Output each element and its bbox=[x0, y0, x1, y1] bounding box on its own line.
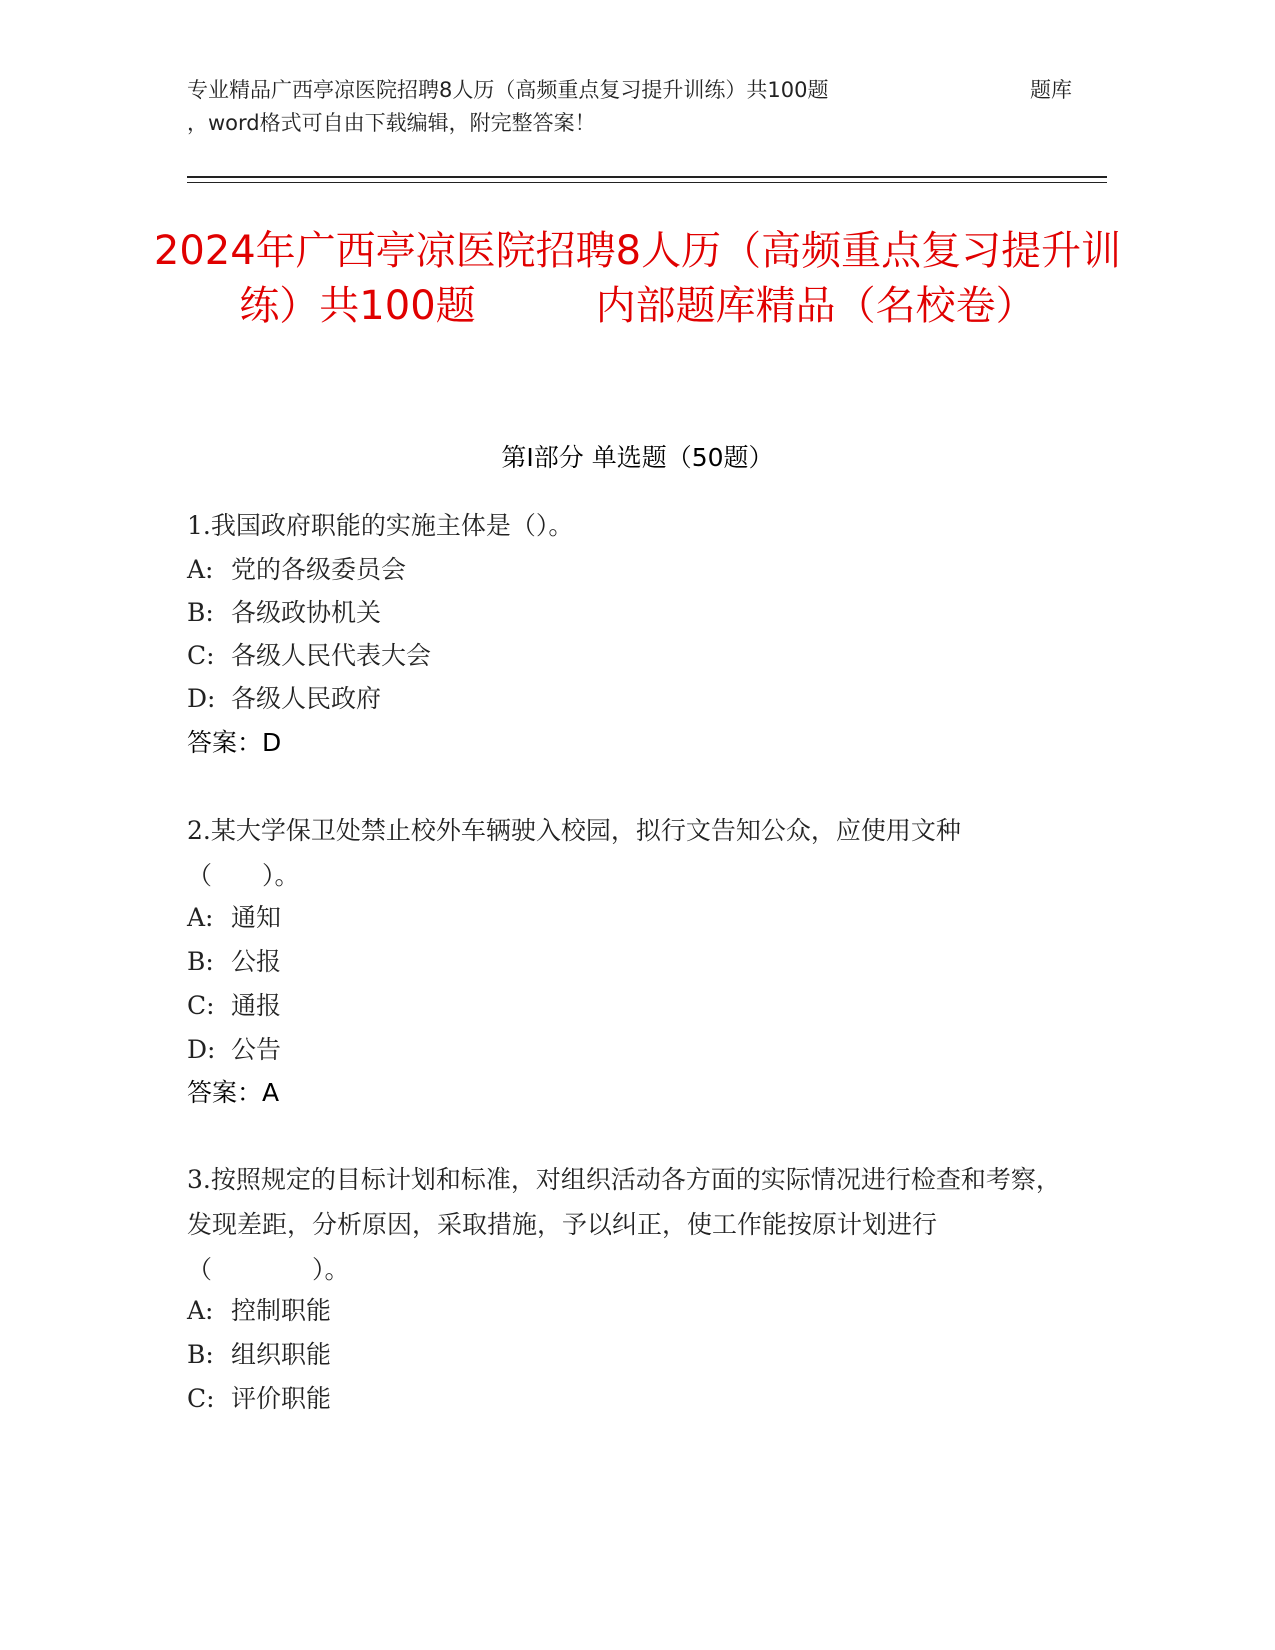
header-line2: ，word格式可自由下载编辑，附完整答案！ bbox=[187, 111, 596, 135]
header-rule-thick bbox=[187, 176, 1107, 178]
option-d bbox=[187, 676, 381, 721]
option-text: 各级人民政府 bbox=[231, 684, 382, 713]
answer-line: 答案：D bbox=[187, 728, 282, 757]
option-text: 通报 bbox=[231, 991, 282, 1020]
question-stem: 3.按照规定的目标计划和标准，对组织活动各方面的实际情况进行检查和考察，发现差距，分析原因，采取措施，予以纠正，使工作能按原计划进行（ ）。 bbox=[187, 1165, 1061, 1284]
option-a bbox=[187, 895, 281, 940]
option-key: C: bbox=[187, 641, 215, 670]
option-key: A: bbox=[187, 903, 214, 932]
option-key: C: bbox=[187, 991, 215, 1020]
page-header bbox=[187, 74, 1107, 140]
option-text: 控制职能 bbox=[231, 1296, 332, 1325]
section-heading: 第Ⅰ部分 单选题（50题） bbox=[501, 443, 774, 472]
option-text: 党的各级委员会 bbox=[231, 555, 407, 584]
answer-line: 答案：A bbox=[187, 1078, 280, 1107]
option-key: D: bbox=[187, 1035, 216, 1064]
option-key: B: bbox=[187, 947, 214, 976]
question-stem: 2.某大学保卫处禁止校外车辆驶入校园，拟行文告知公众，应使用文种（ ）。 bbox=[187, 816, 961, 890]
header-tag: 题库 bbox=[1030, 78, 1072, 102]
option-a bbox=[187, 1288, 331, 1333]
option-text: 各级政协机关 bbox=[231, 598, 382, 627]
option-b bbox=[187, 590, 381, 635]
option-b bbox=[187, 1332, 331, 1377]
option-d bbox=[187, 1027, 281, 1072]
option-key: B: bbox=[187, 598, 214, 627]
option-text: 组织职能 bbox=[231, 1340, 332, 1369]
option-key: A: bbox=[187, 555, 214, 584]
option-a bbox=[187, 547, 406, 592]
question-stem: 1.我国政府职能的实施主体是（）。 bbox=[187, 511, 574, 540]
option-b bbox=[187, 939, 281, 984]
option-c bbox=[187, 1376, 331, 1421]
header-rule-thin bbox=[187, 182, 1107, 183]
document-title: 2024年广西亭凉医院招聘8人历（高频重点复习提升训练）共100题 内部题库精品（名校卷） bbox=[153, 228, 1122, 329]
option-c bbox=[187, 983, 281, 1028]
header-line1: 专业精品广西亭凉医院招聘8人历（高频重点复习提升训练）共100题 bbox=[187, 78, 829, 102]
option-c bbox=[187, 633, 431, 678]
option-text: 各级人民代表大会 bbox=[231, 641, 432, 670]
option-key: C: bbox=[187, 1384, 215, 1413]
option-key: B: bbox=[187, 1340, 214, 1369]
option-text: 评价职能 bbox=[231, 1384, 332, 1413]
option-key: A: bbox=[187, 1296, 214, 1325]
option-text: 公报 bbox=[231, 947, 282, 976]
option-text: 通知 bbox=[231, 903, 282, 932]
option-key: D: bbox=[187, 684, 216, 713]
option-text: 公告 bbox=[231, 1035, 282, 1064]
